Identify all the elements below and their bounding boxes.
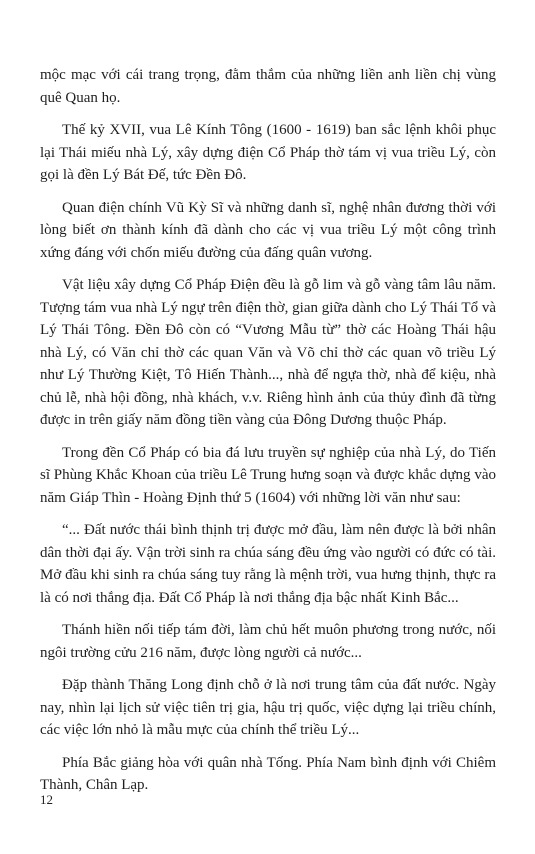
paragraph: Trong đền Cổ Pháp có bia đá lưu truyền sự nghiệp của nhà Lý, do Tiến sĩ Phùng Khắc Khoan của triều Lê Trung hưng soạn và được khắc dựng vào năm Giáp Thìn - Hoàng Định thứ 5 (1604) với những lời văn như sau: [40, 444, 496, 506]
paragraph: Vật liệu xây dựng Cổ Pháp Điện đều là gỗ lim và gỗ vàng tâm lâu năm. Tượng tám vua nhà Lý ngự trên điện thờ, gian giữa dành cho Lý Thái Tổ và Lý Thái Tông. Đền Đô còn có “Vương Mẫu từ” thờ các Hoàng Thái hậu nhà Lý, có Văn chỉ thờ các quan Văn và Võ chỉ thờ các quan võ triều Lý như Lý Thường Kiệt, Tô Hiến Thành..., nhà để ngựa thờ, nhà để kiệu, nhà chủ lễ, nhà hội đồng, nhà khách, v.v. Riêng hình ảnh của thủy đình đã từng được in trên giấy năm đồng tiền vàng của Đông Dương thuộc Pháp. [40, 277, 496, 428]
quote-paragraph: “... Đất nước thái bình thịnh trị được mở đầu, làm nên được là bởi nhân dân thời đại ấy. Vận trời sinh ra chúa sáng đều ứng vào người có đức có tài. Mở đầu khi sinh ra chúa sáng tuy rằng là mệnh trời, vua hưng thịnh, thực ra là có nơi thắng địa. Đất Cổ Pháp là nơi thắng địa bậc nhất Kinh Bắc... [40, 522, 496, 606]
page-body [40, 64, 496, 807]
paragraph: Thế kỷ XVII, vua Lê Kính Tông (1600 - 1619) ban sắc lệnh khôi phục lại Thái miếu nhà Lý, xây dựng điện Cổ Pháp thờ tám vị vua triều Lý, còn gọi là đền Lý Bát Đế, tức Đền Đô. [40, 122, 496, 183]
page-number: 12 [40, 792, 53, 807]
quote-paragraph: Thánh hiền nối tiếp tám đời, làm chủ hết muôn phương trong nước, nối ngôi trường cửu 216 năm, được lòng người cả nước... [40, 622, 496, 661]
quote-paragraph: Phía Bắc giảng hòa với quân nhà Tống. Phía Nam bình định với Chiêm Thành, Chân Lạp. [40, 754, 496, 793]
quote-paragraph: Đặp thành Thăng Long định chỗ ở là nơi trung tâm của đất nước. Ngày nay, nhìn lại lịch sử việc tiên trị gia, hậu trị quốc, việc dựng lại triều chính, các việc lớn nhỏ là mẫu mực của chính thể triều Lý... [40, 677, 496, 738]
paragraph: Quan điện chính Vũ Kỳ Sĩ và những danh sĩ, nghệ nhân đương thời với lòng biết ơn thành kính đã dành cho các vị vua triều Lý một công trình xứng đáng với chốn miếu đường của đấng quân vương. [40, 199, 496, 261]
paragraph: mộc mạc với cái trang trọng, đằm thắm của những liền anh liền chị vùng quê Quan họ. [40, 67, 496, 106]
